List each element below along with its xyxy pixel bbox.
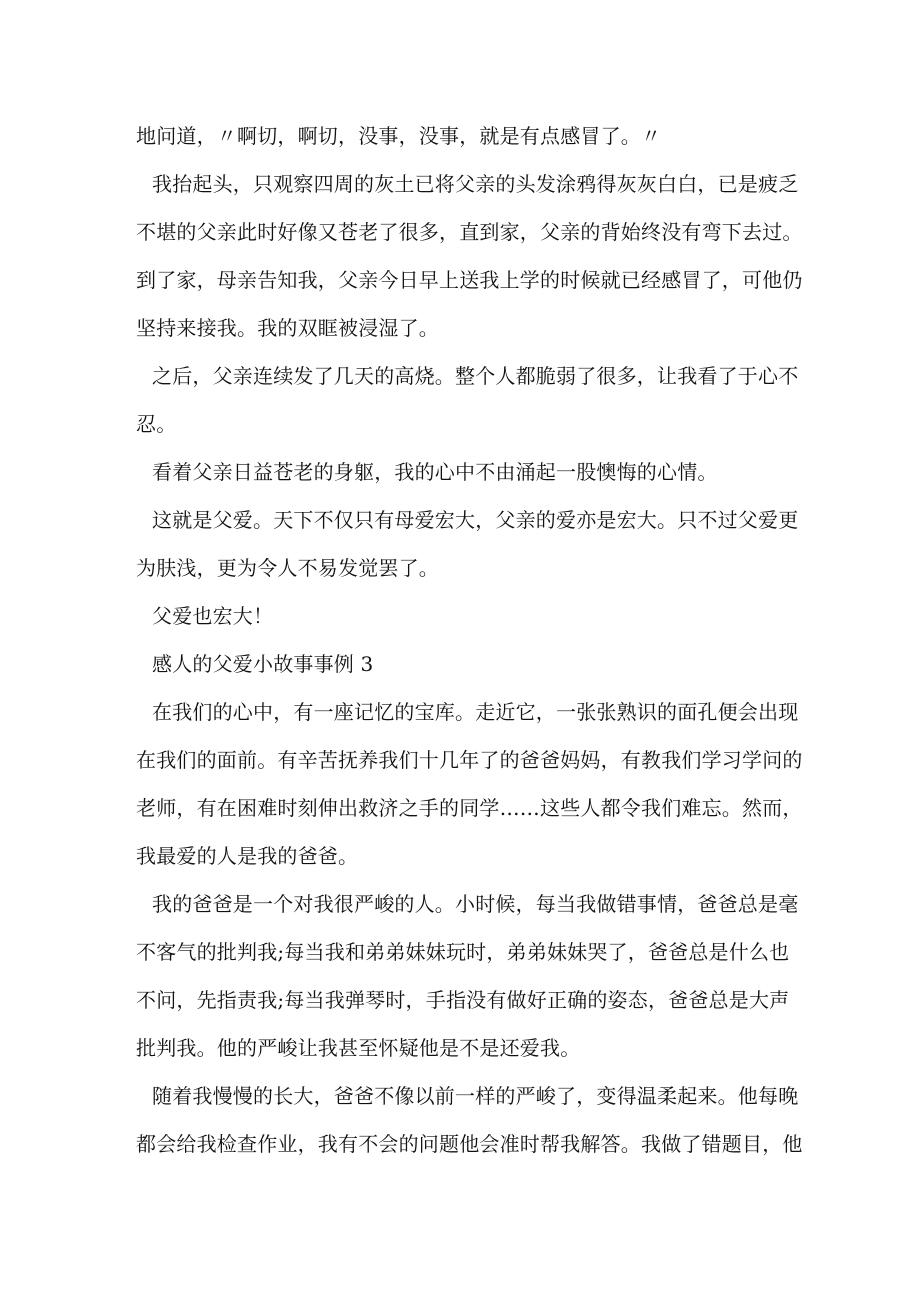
text-line: 老师，有在困难时刻伸出救济之手的同学……这些人都令我们难忘。然而， <box>136 796 803 820</box>
text-line: 到了家，母亲告知我，父亲今日早上送我上学的时候就已经感冒了，可他仍 <box>136 268 803 292</box>
section-heading: 感人的父爱小故事事例 3 <box>152 652 374 676</box>
text-line: 不问，先指责我;每当我弹琴时，手指没有做好正确的姿态，爸爸总是大声 <box>136 988 790 1012</box>
document-body <box>136 112 808 1168</box>
text-line: 在我们的心中，有一座记忆的宝库。走近它，一张张熟识的面孔便会出现 <box>152 700 799 724</box>
text-line: 都会给我检查作业，我有不会的问题他会准时帮我解答。我做了错题目，他 <box>136 1132 803 1156</box>
text-line: 父爱也宏大！ <box>152 604 274 628</box>
text-line: 忍。 <box>136 412 177 436</box>
text-line: 坚持来接我。我的双眶被浸湿了。 <box>136 316 439 340</box>
text-line: 我最爱的人是我的爸爸。 <box>136 844 359 868</box>
text-line: 地问道，〃啊切，啊切，没事，没事，就是有点感冒了。〃 <box>136 124 662 148</box>
text-line: 不堪的父亲此时好像又苍老了很多，直到家，父亲的背始终没有弯下去过。 <box>136 220 803 244</box>
text-line: 我抬起头，只观察四周的灰土已将父亲的头发涂鸦得灰灰白白，已是疲乏 <box>152 172 799 196</box>
text-line: 不客气的批判我;每当我和弟弟妹妹玩时，弟弟妹妹哭了，爸爸总是什么也 <box>136 940 790 964</box>
text-line: 为肤浅，更为令人不易发觉罢了。 <box>136 556 439 580</box>
text-line: 在我们的面前。有辛苦抚养我们十几年了的爸爸妈妈，有教我们学习学问的 <box>136 748 803 772</box>
text-line: 我的爸爸是一个对我很严峻的人。小时候，每当我做错事情，爸爸总是毫 <box>152 892 799 916</box>
text-line: 批判我。他的严峻让我甚至怀疑他是不是还爱我。 <box>136 1036 581 1060</box>
text-line: 这就是父爱。天下不仅只有母爱宏大，父亲的爱亦是宏大。只不过父爱更 <box>152 508 799 532</box>
text-line: 看着父亲日益苍老的身躯，我的心中不由涌起一股懊悔的心情。 <box>152 460 718 484</box>
text-line: 之后，父亲连续发了几天的高烧。整个人都脆弱了很多，让我看了于心不 <box>152 364 799 388</box>
text-line: 随着我慢慢的长大，爸爸不像以前一样的严峻了，变得温柔起来。他每晚 <box>152 1084 799 1108</box>
